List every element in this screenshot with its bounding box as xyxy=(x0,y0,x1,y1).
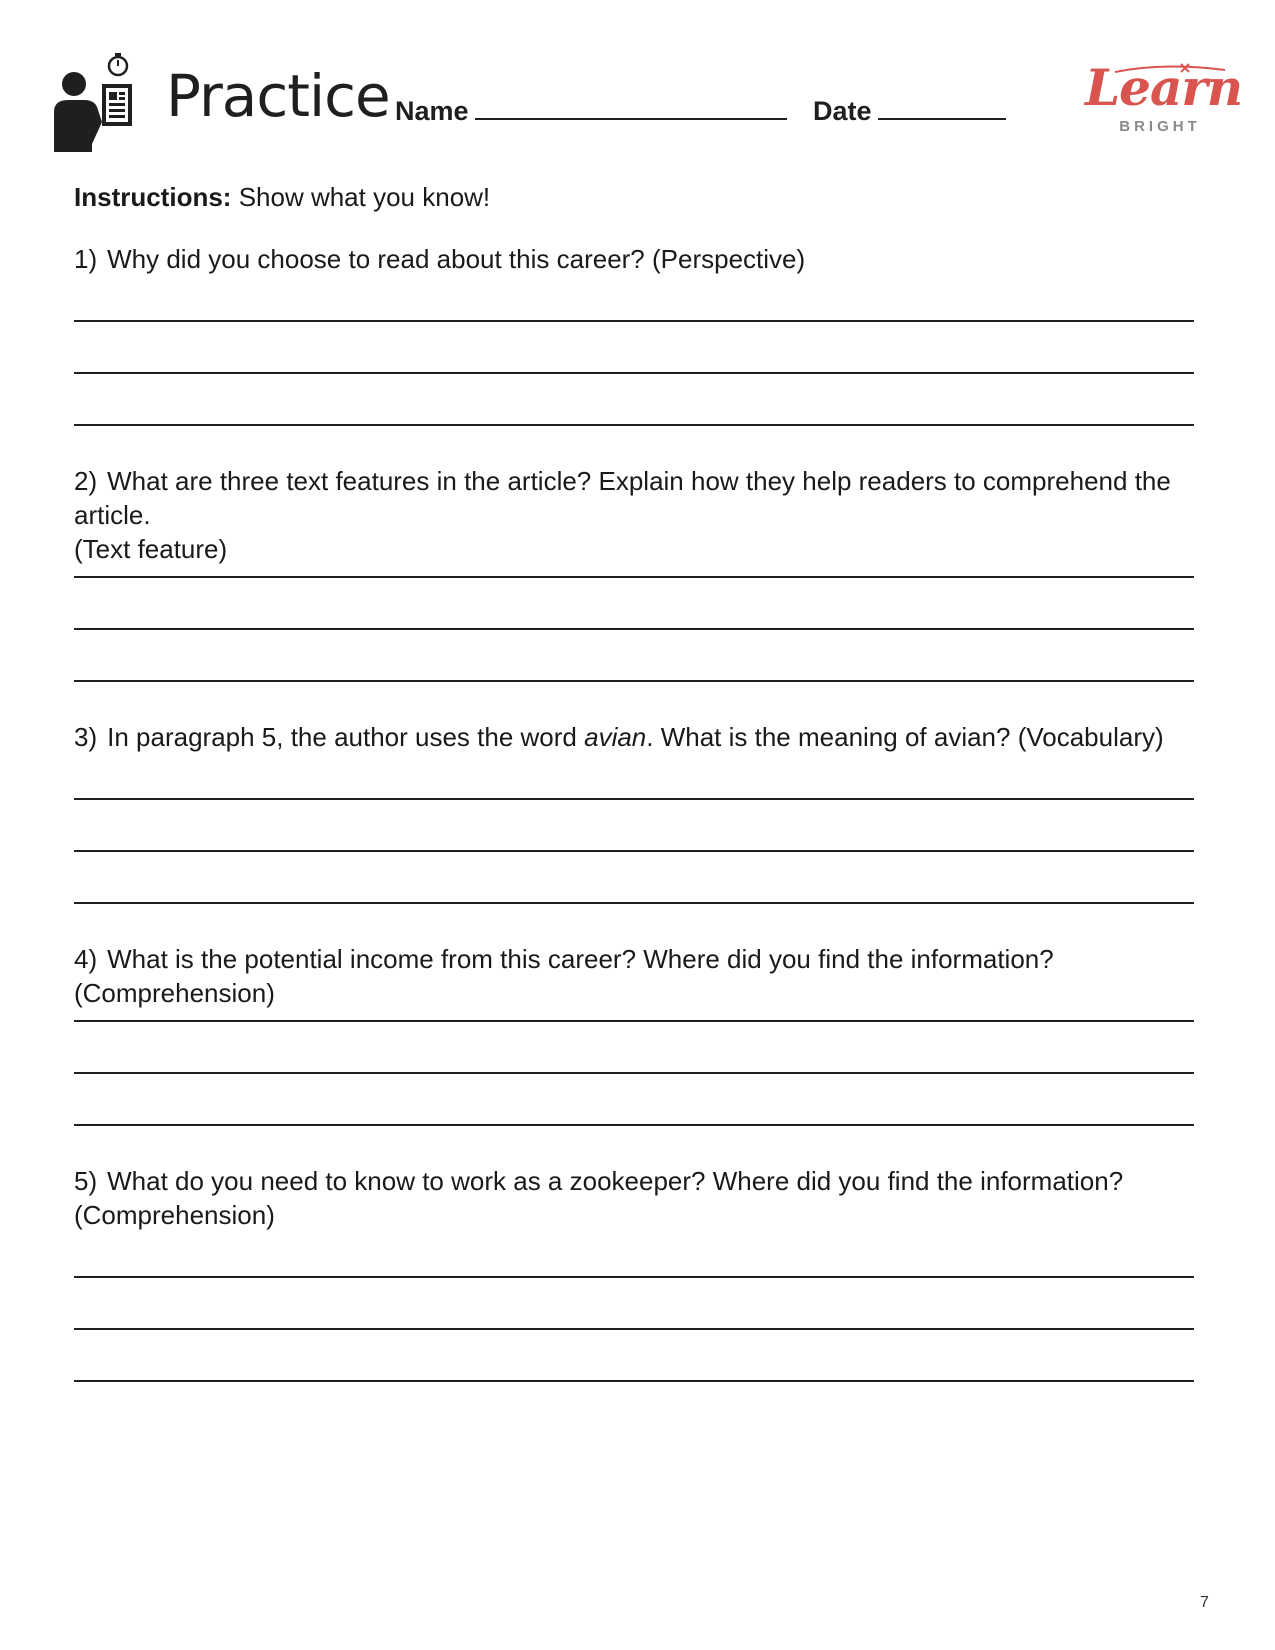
name-blank-line[interactable] xyxy=(475,94,787,120)
answer-line[interactable] xyxy=(74,576,1194,578)
question-text: What is the potential income from this career? Where did you find the information? (Comprehension) xyxy=(74,944,1054,1008)
question-2 xyxy=(74,464,1194,566)
question-text: What do you need to know to work as a zookeeper? Where did you find the information? xyxy=(107,1166,1124,1196)
question-number: 3) xyxy=(74,722,98,752)
question-italic-term: avian xyxy=(584,722,647,752)
answer-line[interactable] xyxy=(74,680,1194,682)
answer-line[interactable] xyxy=(74,320,1194,322)
learn-bright-logo xyxy=(1085,58,1243,138)
name-label: Name xyxy=(395,96,469,126)
question-text-after: . What is the meaning of avian? (Vocabulary) xyxy=(646,722,1164,752)
answer-line[interactable] xyxy=(74,372,1194,374)
page-title: Practice xyxy=(166,62,390,130)
question-1 xyxy=(74,242,1194,276)
question-4 xyxy=(74,942,1194,1010)
date-field[interactable] xyxy=(813,94,1006,127)
question-5 xyxy=(74,1164,1194,1232)
question-number: 2) xyxy=(74,466,98,496)
answer-line[interactable] xyxy=(74,1072,1194,1074)
instructions xyxy=(74,182,490,213)
question-text-continued: (Comprehension) xyxy=(74,1200,275,1230)
answer-line[interactable] xyxy=(74,798,1194,800)
question-number: 1) xyxy=(74,244,98,274)
teacher-with-stopwatch-icon xyxy=(52,52,140,152)
name-field[interactable] xyxy=(395,94,787,127)
question-3 xyxy=(74,720,1194,754)
question-text: Why did you choose to read about this career? (Perspective) xyxy=(107,244,806,274)
answer-line[interactable] xyxy=(74,1380,1194,1382)
answer-line[interactable] xyxy=(74,1124,1194,1126)
instructions-label: Instructions: xyxy=(74,182,232,212)
question-text: What are three text features in the article? Explain how they help readers to comprehend the article. xyxy=(74,466,1171,530)
answer-line[interactable] xyxy=(74,850,1194,852)
page-header xyxy=(0,0,1275,170)
instructions-text: Show what you know! xyxy=(238,182,491,212)
answer-line[interactable] xyxy=(74,628,1194,630)
answer-line[interactable] xyxy=(74,424,1194,426)
page-number: 7 xyxy=(1200,1594,1209,1611)
answer-line[interactable] xyxy=(74,1276,1194,1278)
question-text: In paragraph 5, the author uses the word xyxy=(107,722,585,752)
date-blank-line[interactable] xyxy=(878,94,1006,120)
answer-line[interactable] xyxy=(74,902,1194,904)
question-number: 4) xyxy=(74,944,98,974)
answer-line[interactable] xyxy=(74,1328,1194,1330)
logo-subtext: BRIGHT xyxy=(1119,118,1201,135)
question-text-continued: (Text feature) xyxy=(74,534,228,564)
logo-word: Learn xyxy=(1085,58,1243,117)
date-label: Date xyxy=(813,96,872,126)
answer-line[interactable] xyxy=(74,1020,1194,1022)
question-number: 5) xyxy=(74,1166,98,1196)
